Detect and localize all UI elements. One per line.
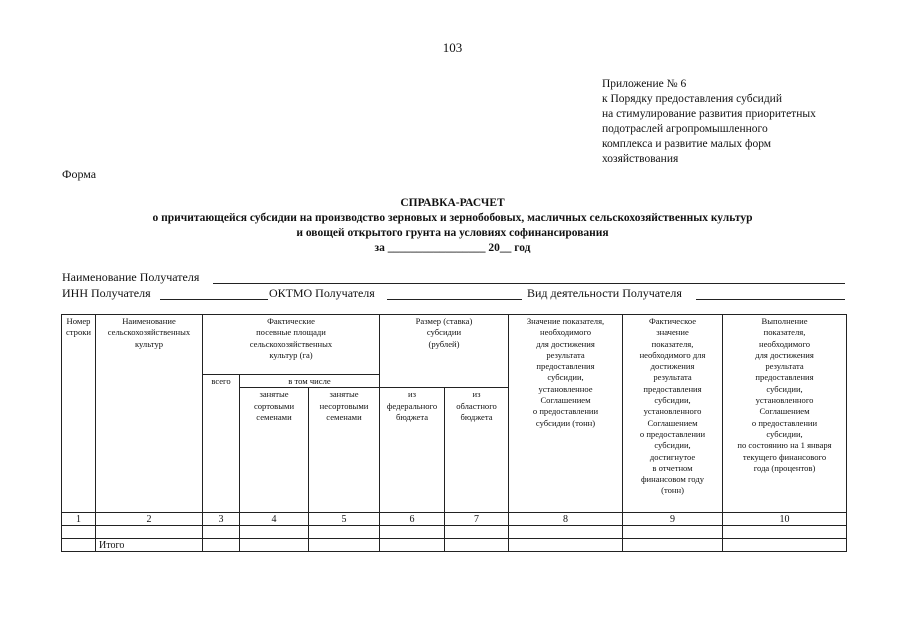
table-cell[interactable] <box>723 526 847 539</box>
appendix-line: хозяйствования <box>602 153 679 165</box>
table-row <box>62 526 847 539</box>
title-line-2: и овощей открытого грунта на условиях софинансирования <box>296 227 609 239</box>
header-areas-nonsort: занятые несортовыми семенами <box>309 388 380 513</box>
column-number: 9 <box>623 513 723 526</box>
total-row <box>62 539 847 552</box>
title-line-3: за _________________ 20__ год <box>374 242 531 254</box>
column-number: 3 <box>203 513 240 526</box>
column-number: 2 <box>96 513 203 526</box>
oktmo-label: ОКТМО Получателя <box>269 286 375 300</box>
subsidy-table <box>61 314 847 552</box>
column-number: 5 <box>309 513 380 526</box>
table-cell[interactable] <box>240 539 309 552</box>
header-rate-regional: из областного бюджета <box>445 388 509 513</box>
activity-field[interactable] <box>696 286 845 300</box>
recipient-name-label: Наименование Получателя <box>62 270 200 284</box>
appendix-line: на стимулирование развития приоритетных <box>602 108 816 120</box>
table-cell[interactable] <box>445 526 509 539</box>
inn-field[interactable] <box>160 286 268 300</box>
table-cell[interactable] <box>96 526 203 539</box>
column-number: 1 <box>62 513 96 526</box>
oktmo-field[interactable] <box>387 286 522 300</box>
column-number: 8 <box>509 513 623 526</box>
header-actual-value: Фактическое значение показателя, необходимого для достижения результата предоставления субсидии, установленного Соглашением о предоставлении субсидии, достигнутое в отчетном финансовом году (тонн) <box>623 315 723 513</box>
table-cell[interactable] <box>445 539 509 552</box>
appendix-line: подотраслей агропромышленного <box>602 123 768 135</box>
table-cell[interactable] <box>240 526 309 539</box>
column-number: 6 <box>380 513 445 526</box>
appendix-line: комплекса и развитие малых форм <box>602 138 772 150</box>
header-areas-including: в том числе <box>240 375 380 388</box>
header-areas-sort: занятые сортовыми семенами <box>240 388 309 513</box>
header-row-number: Номер строки <box>62 315 96 513</box>
title-line-1: о причитающейся субсидии на производство зерновых и зернобобовых, масличных сельскохозяйственных культур <box>152 212 753 224</box>
table-cell[interactable] <box>723 539 847 552</box>
column-number: 7 <box>445 513 509 526</box>
header-crop-name: Наименование сельскохозяйственных культур <box>96 315 203 513</box>
table-cell[interactable] <box>380 539 445 552</box>
header-areas-total: всего <box>203 375 240 513</box>
table-cell[interactable] <box>62 539 96 552</box>
table-cell[interactable] <box>309 526 380 539</box>
appendix-block <box>602 77 892 167</box>
table-cell[interactable] <box>509 539 623 552</box>
inn-label: ИНН Получателя <box>62 286 151 300</box>
document-title <box>0 196 905 256</box>
page-number: 103 <box>442 40 463 55</box>
appendix-line: Приложение № 6 <box>602 78 687 90</box>
table-cell[interactable] <box>623 526 723 539</box>
header-completion: Выполнение показателя, необходимого для достижения результата предоставления субсидии, установленного Соглашением о предоставлении субсидии, по состоянию на 1 января текущего финансового года (процентов) <box>723 315 847 513</box>
activity-label: Вид деятельности Получателя <box>527 286 682 300</box>
table-cell[interactable] <box>380 526 445 539</box>
header-rate: Размер (ставка) субсидии (рублей) <box>380 315 509 388</box>
column-number-row <box>62 513 847 526</box>
form-label: Форма <box>62 167 97 181</box>
column-number: 10 <box>723 513 847 526</box>
table-cell[interactable] <box>309 539 380 552</box>
column-number: 4 <box>240 513 309 526</box>
title-heading: СПРАВКА-РАСЧЕТ <box>400 197 505 209</box>
table-cell[interactable] <box>62 526 96 539</box>
total-label: Итого <box>96 539 203 552</box>
table-cell[interactable] <box>509 526 623 539</box>
table-cell[interactable] <box>203 539 240 552</box>
recipient-name-field[interactable] <box>213 270 845 284</box>
header-target-value: Значение показателя, необходимого для достижения результата предоставления субсидии, установленное Соглашением о предоставлении субсидии (тонн) <box>509 315 623 513</box>
header-rate-federal: из федерального бюджета <box>380 388 445 513</box>
header-areas: Фактические посевные площади сельскохозяйственных культур (га) <box>203 315 380 375</box>
table-cell[interactable] <box>623 539 723 552</box>
appendix-line: к Порядку предоставления субсидий <box>602 93 782 105</box>
table-cell[interactable] <box>203 526 240 539</box>
